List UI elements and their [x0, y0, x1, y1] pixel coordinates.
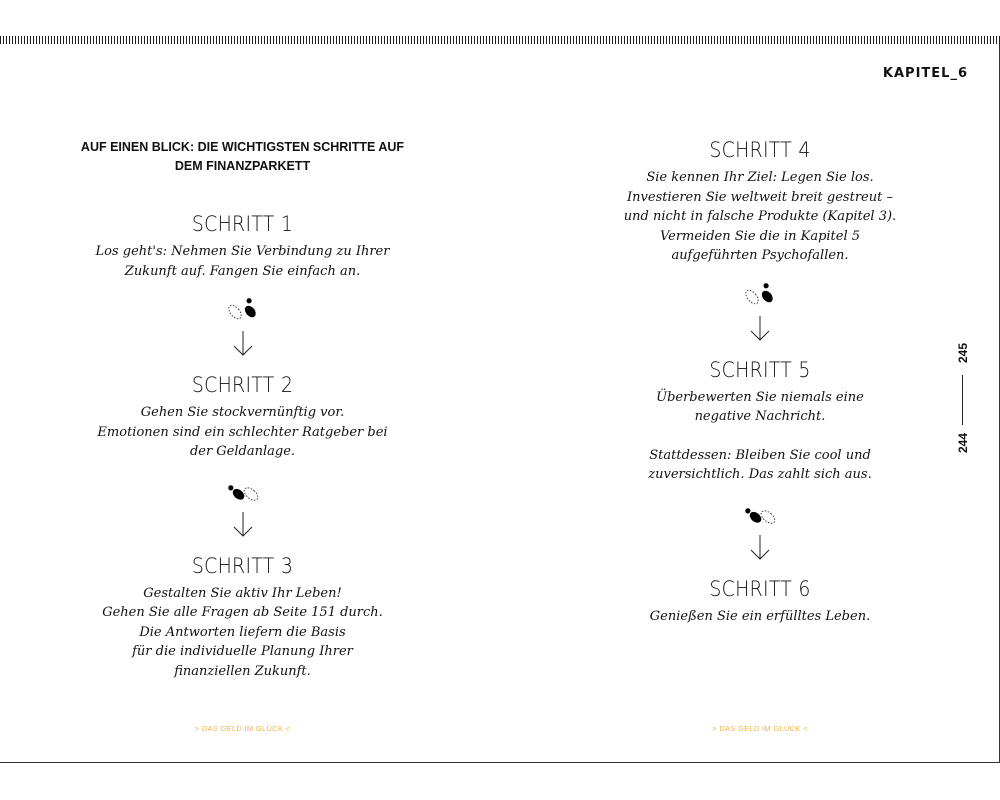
chapter-label: KAPITEL_6 — [882, 66, 968, 81]
step-1-text — [60, 242, 425, 281]
heading-line-2: DEM FINANZPARKETT — [174, 159, 311, 173]
step-2-text — [60, 403, 425, 462]
step-text-line: Genießen Sie ein erfülltes Leben. — [649, 608, 871, 624]
step-text-line: Gestalten Sie aktiv Ihr Leben! — [143, 585, 342, 601]
step-connector — [575, 282, 945, 342]
step-connector — [575, 501, 945, 561]
step-text-line: Vermeiden Sie die in Kapitel 5 — [659, 228, 861, 244]
step-text-line: Stattdessen: Bleiben Sie cool und — [649, 447, 871, 463]
section-heading — [60, 138, 425, 176]
step-2-title: SCHRITT 2 — [191, 373, 294, 397]
step-text-line: finanziellen Zukunft. — [174, 663, 311, 679]
step-text-line: zuversichtlich. Das zahlt sich aus. — [648, 467, 872, 482]
page-number-divider — [962, 375, 963, 425]
footprints-icon — [738, 501, 782, 529]
step-connector — [60, 478, 425, 538]
heading-line-1: AUF EINEN BLICK: DIE WICHTIGSTEN SCHRITTE AUF — [80, 140, 405, 154]
step-text-line: aufgeführten Psychofallen. — [671, 248, 849, 263]
right-footer: > DAS GELD IM GLÜCK < — [712, 724, 808, 733]
arrow-down-icon — [749, 535, 771, 561]
step-text-line: der Geldanlage. — [189, 444, 296, 459]
step-5-title: SCHRITT 5 — [709, 357, 811, 382]
step-connector — [60, 297, 425, 357]
page-numbers — [956, 340, 970, 460]
step-text-line: Sie kennen Ihr Ziel: Legen Sie los. — [646, 170, 874, 185]
step-text-line: Zukunft auf. Fangen Sie einfach an. — [124, 263, 361, 279]
page-number-right: 245 — [956, 342, 970, 364]
step-5-text — [575, 388, 945, 427]
left-footer: > DAS GELD IM GLÜCK < — [194, 724, 291, 733]
arrow-down-icon — [232, 512, 254, 538]
right-page-column — [575, 138, 945, 626]
step-4-title: SCHRITT 4 — [709, 138, 811, 162]
footprints-icon — [221, 297, 265, 325]
step-text-line: Die Antworten liefern die Basis — [139, 624, 346, 640]
step-6-title: SCHRITT 6 — [709, 576, 811, 601]
step-3-title: SCHRITT 3 — [191, 553, 294, 578]
step-3-text — [60, 584, 425, 682]
step-text-line: und nicht in falsche Produkte (Kapitel 3). — [623, 209, 897, 224]
page-number-left: 244 — [956, 432, 970, 454]
step-text-line: Investieren Sie weltweit breit gestreut – — [627, 189, 893, 205]
step-6-text — [575, 607, 945, 627]
step-text-line: für die individuelle Planung Ihrer — [132, 644, 353, 659]
step-text-line: Überbewerten Sie niemals eine — [656, 389, 864, 405]
step-text-line: Gehen Sie stockvernünftig vor. — [140, 405, 345, 420]
footprints-icon — [738, 282, 782, 310]
arrow-down-icon — [749, 316, 771, 342]
arrow-down-icon — [232, 331, 254, 357]
step-text-line: Los geht's: Nehmen Sie Verbindung zu Ihrer — [95, 244, 390, 259]
footprints-icon — [221, 478, 265, 506]
step-5-text-2 — [575, 446, 945, 485]
left-page-column — [60, 138, 425, 681]
step-text-line: Gehen Sie alle Fragen ab Seite 151 durch. — [102, 605, 383, 620]
step-1-title: SCHRITT 1 — [191, 212, 294, 236]
page-edge-ruler — [0, 36, 1000, 44]
step-text-line: Emotionen sind ein schlechter Ratgeber bei — [97, 424, 388, 440]
step-4-text — [575, 168, 945, 266]
step-text-line: negative Nachricht. — [694, 409, 826, 424]
